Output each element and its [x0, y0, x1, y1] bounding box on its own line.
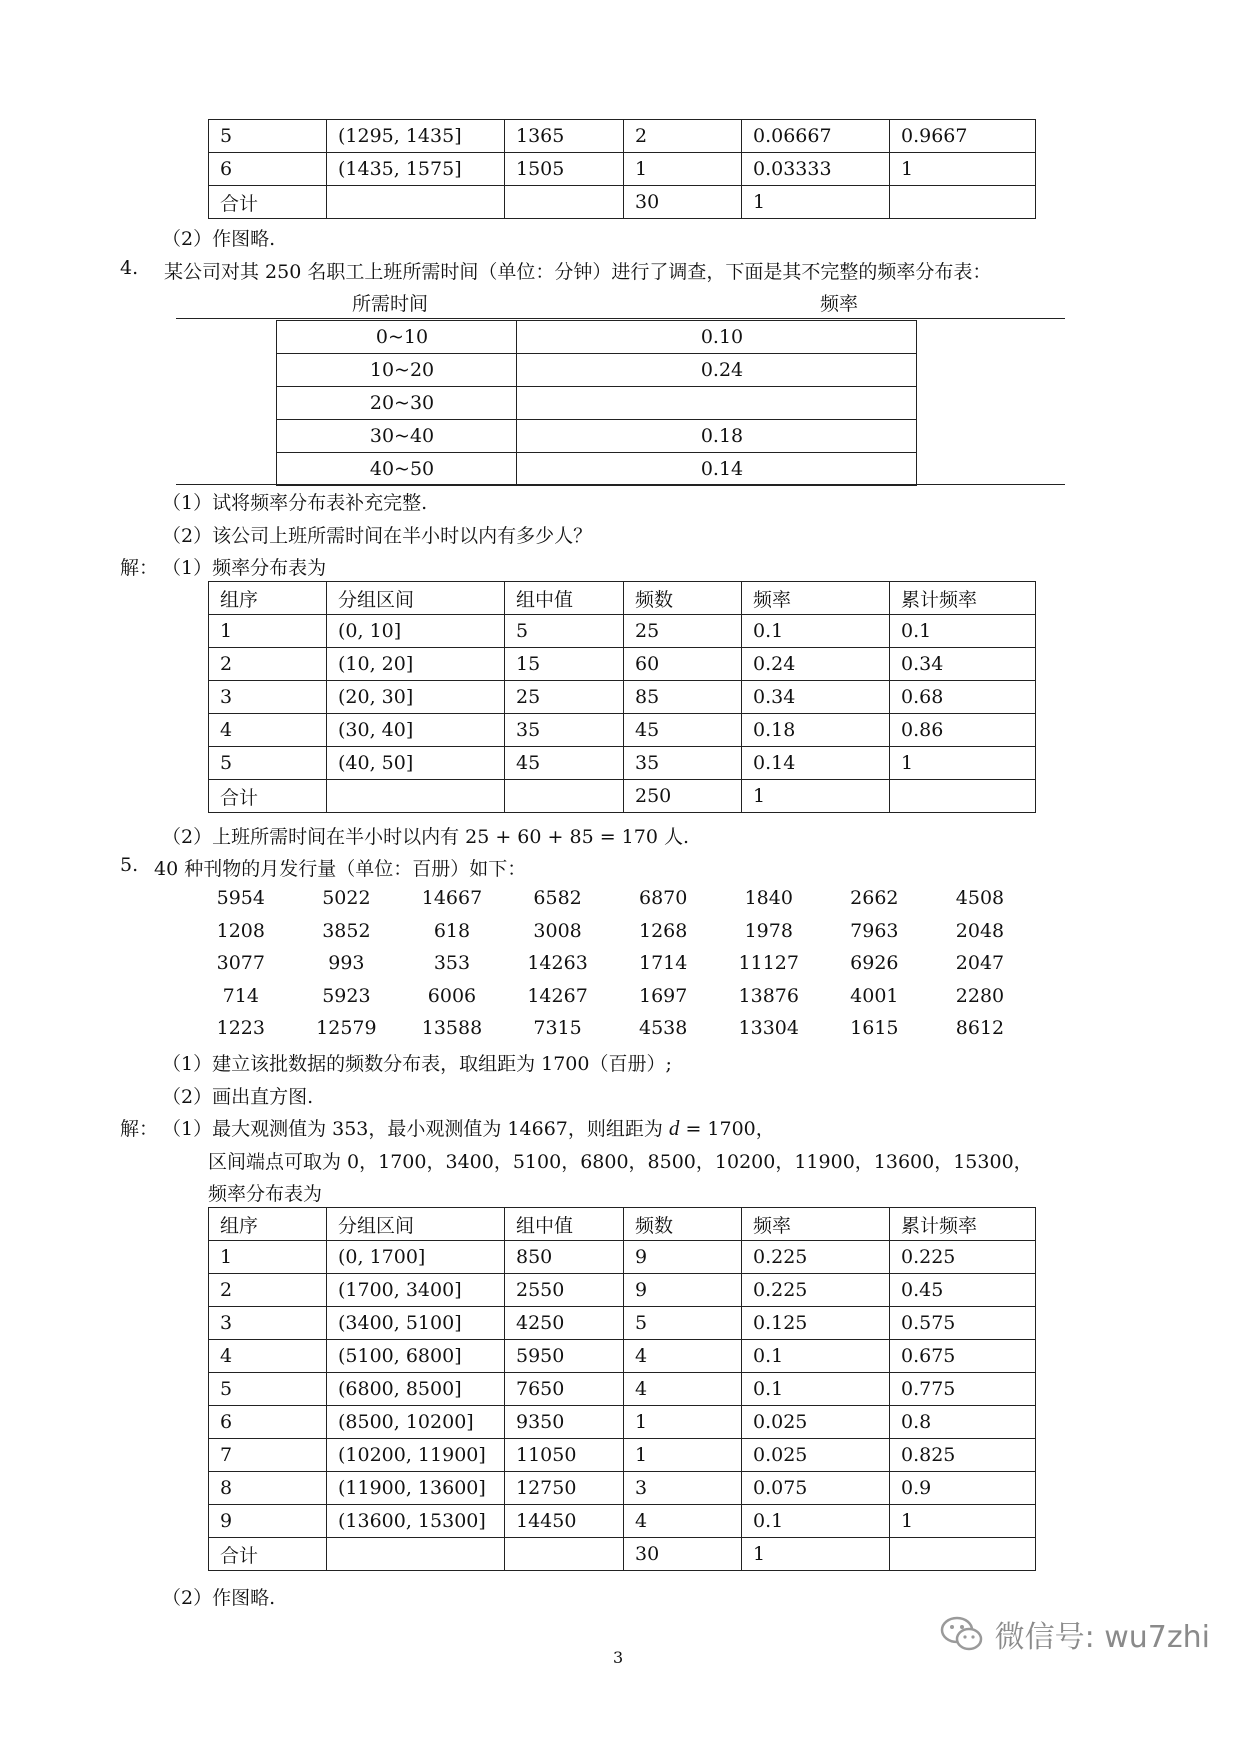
table-cell: 2 — [209, 1274, 327, 1307]
data-value: 1208 — [216, 919, 265, 942]
data-value: 3008 — [533, 919, 582, 942]
table-cell: 0.03333 — [742, 153, 890, 186]
table-cell: 合计 — [209, 1538, 327, 1571]
table-cell: 1 — [209, 1241, 327, 1274]
table-cell: 7650 — [505, 1373, 624, 1406]
table-cell: 11050 — [505, 1439, 624, 1472]
data-value: 13304 — [738, 1017, 799, 1040]
table-row — [209, 1472, 1036, 1505]
table-cell: 0.45 — [890, 1274, 1036, 1307]
data-row — [188, 1012, 1033, 1045]
watermark — [939, 1612, 1210, 1656]
q4-incomplete-table — [276, 320, 917, 486]
table-cell: 1 — [890, 747, 1036, 780]
table-cell: 12750 — [505, 1472, 624, 1505]
q4-solution-body — [209, 615, 1036, 813]
table-cell: 14450 — [505, 1505, 624, 1538]
header-cell: 累计频率 — [890, 582, 1036, 615]
table-cell: 1 — [209, 615, 327, 648]
table-cell: 1505 — [505, 153, 624, 186]
table-cell — [890, 186, 1036, 219]
table-cell: (0, 10] — [327, 615, 505, 648]
table-cell: 0.225 — [742, 1274, 890, 1307]
q5-number: 5. — [120, 854, 139, 876]
table-cell: 0.86 — [890, 714, 1036, 747]
table-row — [209, 780, 1036, 813]
table-cell: (5100, 6800] — [327, 1340, 505, 1373]
table-row — [209, 681, 1036, 714]
note-draw-omitted-1: （2）作图略. — [162, 228, 276, 250]
table-cell: 合计 — [209, 186, 327, 219]
table-cell: 0.025 — [742, 1406, 890, 1439]
table-cell: 35 — [624, 747, 742, 780]
data-value: 2047 — [955, 952, 1005, 975]
data-value: 1840 — [744, 887, 793, 910]
data-value: 714 — [222, 984, 259, 1007]
table-row — [209, 1373, 1036, 1406]
data-value: 5923 — [322, 984, 371, 1007]
data-value: 14263 — [527, 952, 588, 975]
data-value: 6006 — [427, 984, 477, 1007]
table-cell: 0.68 — [890, 681, 1036, 714]
table-cell: 0.1 — [742, 1373, 890, 1406]
top-table — [208, 119, 1036, 219]
q4-solution-2: （2）上班所需时间在半小时以内有 25 + 60 + 85 = 170 人. — [162, 826, 690, 848]
table-cell: 9 — [624, 1274, 742, 1307]
data-value: 14667 — [421, 887, 483, 910]
table-cell: 4 — [624, 1373, 742, 1406]
table-cell: 0.075 — [742, 1472, 890, 1505]
q4-solution-table — [208, 581, 1036, 813]
q4-header-freq: 频率 — [820, 293, 859, 315]
table-cell: 1 — [742, 1538, 890, 1571]
table-cell: 0.34 — [890, 648, 1036, 681]
q4-incomplete-body — [277, 321, 917, 486]
table-cell — [890, 780, 1036, 813]
table-cell — [505, 1538, 624, 1571]
table-row — [209, 1241, 1036, 1274]
data-value: 12579 — [316, 1017, 377, 1040]
q5-solution-header — [209, 1208, 1036, 1241]
data-row — [188, 915, 1033, 948]
table-cell: 0.14 — [742, 747, 890, 780]
table-header-row — [209, 1208, 1036, 1241]
table-cell: 6 — [209, 153, 327, 186]
table-cell — [327, 186, 505, 219]
table-cell — [505, 780, 624, 813]
table-cell: (40, 50] — [327, 747, 505, 780]
table-cell: (10, 20] — [327, 648, 505, 681]
table-cell: 30~40 — [277, 420, 517, 453]
table-cell: 2 — [624, 120, 742, 153]
data-value: 1615 — [850, 1017, 899, 1040]
table-row — [209, 1307, 1036, 1340]
q4-header-time: 所需时间 — [352, 293, 429, 315]
table-cell: 5 — [209, 1373, 327, 1406]
table-cell: (8500, 10200] — [327, 1406, 505, 1439]
table-row — [277, 420, 917, 453]
table-cell: 0.14 — [517, 453, 917, 486]
header-cell: 累计频率 — [890, 1208, 1036, 1241]
q5-solution-label: 解： — [120, 1118, 159, 1140]
table-cell: 4 — [209, 1340, 327, 1373]
header-cell: 组中值 — [505, 1208, 624, 1241]
table-cell: 250 — [624, 780, 742, 813]
header-cell: 频数 — [624, 582, 742, 615]
table-cell: 0.125 — [742, 1307, 890, 1340]
data-value: 8612 — [955, 1017, 1005, 1040]
q5-sub1: （1）建立该批数据的频数分布表，取组距为 1700（百册）; — [162, 1053, 672, 1075]
data-value: 6926 — [850, 952, 899, 975]
data-value: 5954 — [216, 887, 265, 910]
table-row — [209, 1340, 1036, 1373]
table-cell: (13600, 15300] — [327, 1505, 505, 1538]
q5-text: 40 种刊物的月发行量（单位：百册）如下： — [154, 858, 527, 880]
table-cell: 0.9 — [890, 1472, 1036, 1505]
q4-top-rule — [176, 318, 1065, 319]
table-row — [209, 186, 1036, 219]
table-cell: 1 — [742, 186, 890, 219]
table-cell: 2 — [209, 648, 327, 681]
table-cell: 60 — [624, 648, 742, 681]
table-cell: 45 — [624, 714, 742, 747]
table-cell: 20~30 — [277, 387, 517, 420]
table-cell: (20, 30] — [327, 681, 505, 714]
table-cell: 40~50 — [277, 453, 517, 486]
table-row — [277, 354, 917, 387]
table-cell: 5 — [209, 747, 327, 780]
table-cell: 1365 — [505, 120, 624, 153]
q4-number: 4. — [120, 257, 139, 279]
table-cell: 0.225 — [890, 1241, 1036, 1274]
data-value: 2662 — [850, 887, 899, 910]
data-value: 4538 — [638, 1017, 688, 1040]
table-row — [209, 1439, 1036, 1472]
table-cell: (30, 40] — [327, 714, 505, 747]
table-cell: 5 — [624, 1307, 742, 1340]
data-row — [188, 980, 1033, 1013]
table-row — [209, 1538, 1036, 1571]
data-value: 5022 — [322, 887, 371, 910]
table-cell: (10200, 11900] — [327, 1439, 505, 1472]
table-cell: 1 — [742, 780, 890, 813]
table-cell: 30 — [624, 186, 742, 219]
table-cell: 1 — [624, 1406, 742, 1439]
table-cell: (0, 1700] — [327, 1241, 505, 1274]
table-cell: 6 — [209, 1406, 327, 1439]
table-row — [209, 153, 1036, 186]
table-cell: 8 — [209, 1472, 327, 1505]
table-cell: 0.1 — [742, 615, 890, 648]
table-cell: 4 — [209, 714, 327, 747]
data-value: 1223 — [216, 1017, 265, 1040]
data-row — [188, 882, 1033, 915]
header-cell: 组序 — [209, 1208, 327, 1241]
q4-solution-header — [209, 582, 1036, 615]
table-cell: 0.225 — [742, 1241, 890, 1274]
table-cell: 3 — [624, 1472, 742, 1505]
table-cell: 1 — [890, 153, 1036, 186]
q4-solution-label: 解： — [120, 557, 159, 579]
table-cell: 1 — [624, 1439, 742, 1472]
table-cell: 1 — [624, 153, 742, 186]
q5-solution-var: d — [668, 1116, 680, 1140]
table-cell: 3 — [209, 1307, 327, 1340]
data-value: 2280 — [955, 984, 1005, 1007]
table-cell: 9350 — [505, 1406, 624, 1439]
table-cell: 25 — [624, 615, 742, 648]
table-cell: 0.575 — [890, 1307, 1036, 1340]
table-cell: 3 — [209, 681, 327, 714]
data-value: 11127 — [738, 952, 799, 975]
table-cell: 85 — [624, 681, 742, 714]
table-cell: 4 — [624, 1505, 742, 1538]
table-cell: 0.1 — [742, 1340, 890, 1373]
data-value: 993 — [328, 952, 365, 975]
table-cell: 0.18 — [517, 420, 917, 453]
table-cell: 0.24 — [742, 648, 890, 681]
data-value: 1978 — [744, 919, 793, 942]
q5-solution-2: （2）作图略. — [162, 1587, 276, 1609]
table-cell: (1295, 1435] — [327, 120, 505, 153]
table-cell: 4250 — [505, 1307, 624, 1340]
data-value: 7963 — [850, 919, 899, 942]
table-cell — [505, 186, 624, 219]
table-cell: 0.825 — [890, 1439, 1036, 1472]
table-row — [209, 1274, 1036, 1307]
table-row — [277, 321, 917, 354]
table-cell: 0.24 — [517, 354, 917, 387]
table-cell: 30 — [624, 1538, 742, 1571]
q5-data-grid — [188, 882, 1033, 1045]
data-value: 1697 — [638, 984, 688, 1007]
top-table-body — [209, 120, 1036, 219]
q5-solution-table — [208, 1207, 1036, 1571]
q5-sub2: （2）画出直方图. — [162, 1086, 314, 1108]
data-value: 13876 — [738, 984, 799, 1007]
table-cell: (11900, 13600] — [327, 1472, 505, 1505]
table-cell: 0~10 — [277, 321, 517, 354]
data-value: 1268 — [638, 919, 688, 942]
header-cell: 分组区间 — [327, 1208, 505, 1241]
header-cell: 分组区间 — [327, 582, 505, 615]
table-row — [209, 120, 1036, 153]
q5-solution-body — [209, 1241, 1036, 1571]
q5-solution-line1-b: = 1700， — [679, 1118, 775, 1140]
table-cell: 0.775 — [890, 1373, 1036, 1406]
table-cell — [327, 780, 505, 813]
table-row — [209, 1505, 1036, 1538]
table-cell: 0.025 — [742, 1439, 890, 1472]
data-value: 6870 — [638, 887, 688, 910]
table-cell: 合计 — [209, 780, 327, 813]
table-cell: 9 — [624, 1241, 742, 1274]
table-cell: 7 — [209, 1439, 327, 1472]
data-value: 2048 — [955, 919, 1005, 942]
data-value: 14267 — [527, 984, 588, 1007]
q5-solution-line2: 区间端点可取为 0，1700，3400，5100，6800，8500，10200，11900，13600，15300， — [208, 1151, 1033, 1173]
table-cell: 0.10 — [517, 321, 917, 354]
table-cell: 15 — [505, 648, 624, 681]
page-number: 3 — [613, 1648, 624, 1667]
table-cell: 850 — [505, 1241, 624, 1274]
data-row — [188, 947, 1033, 980]
wechat-icon — [939, 1615, 985, 1653]
table-cell — [517, 387, 917, 420]
data-value: 3852 — [322, 919, 371, 942]
table-row — [209, 615, 1036, 648]
data-value: 1714 — [638, 952, 688, 975]
table-row — [277, 387, 917, 420]
table-cell: 4 — [624, 1340, 742, 1373]
data-value: 4001 — [850, 984, 899, 1007]
table-cell: 2550 — [505, 1274, 624, 1307]
header-cell: 频数 — [624, 1208, 742, 1241]
table-cell: 10~20 — [277, 354, 517, 387]
table-cell: 9 — [209, 1505, 327, 1538]
q4-text: 某公司对其 250 名职工上班所需时间（单位：分钟）进行了调查，下面是其不完整的频率分布表： — [164, 261, 992, 283]
table-cell: (3400, 5100] — [327, 1307, 505, 1340]
table-cell: 0.18 — [742, 714, 890, 747]
table-row — [209, 747, 1036, 780]
table-row — [209, 714, 1036, 747]
q5-solution-line3: 频率分布表为 — [208, 1183, 323, 1205]
table-cell: 0.8 — [890, 1406, 1036, 1439]
data-value: 7315 — [533, 1017, 582, 1040]
header-cell: 组中值 — [505, 582, 624, 615]
q4-bottom-rule — [176, 484, 1065, 485]
q4-sub1: （1）试将频率分布表补充完整. — [162, 492, 428, 514]
table-cell: (6800, 8500] — [327, 1373, 505, 1406]
table-header-row — [209, 582, 1036, 615]
table-cell: 0.34 — [742, 681, 890, 714]
q4-solution-intro: （1）频率分布表为 — [162, 557, 327, 579]
header-cell: 频率 — [742, 582, 890, 615]
table-row — [277, 453, 917, 486]
table-row — [209, 648, 1036, 681]
table-cell: 5 — [505, 615, 624, 648]
table-cell: 0.06667 — [742, 120, 890, 153]
table-cell: 0.1 — [890, 615, 1036, 648]
data-value: 618 — [433, 919, 471, 942]
table-cell: 35 — [505, 714, 624, 747]
table-cell — [327, 1538, 505, 1571]
table-cell: 0.675 — [890, 1340, 1036, 1373]
data-value: 4508 — [955, 887, 1005, 910]
table-cell: (1700, 3400] — [327, 1274, 505, 1307]
table-cell: 0.9667 — [890, 120, 1036, 153]
table-cell — [890, 1538, 1036, 1571]
q4-sub2: （2）该公司上班所需时间在半小时以内有多少人？ — [162, 525, 593, 547]
table-row — [209, 1406, 1036, 1439]
q5-solution-line1 — [162, 1114, 775, 1141]
table-cell: 0.1 — [742, 1505, 890, 1538]
data-value: 13588 — [421, 1017, 483, 1040]
header-cell: 频率 — [742, 1208, 890, 1241]
header-cell: 组序 — [209, 582, 327, 615]
table-cell: 5950 — [505, 1340, 624, 1373]
table-cell: 1 — [890, 1505, 1036, 1538]
table-cell: 45 — [505, 747, 624, 780]
table-cell: 5 — [209, 120, 327, 153]
table-cell: 25 — [505, 681, 624, 714]
watermark-text: 微信号: wu7zhi — [994, 1620, 1210, 1655]
data-value: 6582 — [533, 887, 582, 910]
table-cell: (1435, 1575] — [327, 153, 505, 186]
q5-solution-line1-a: （1）最大观测值为 353，最小观测值为 14667，则组距为 — [162, 1118, 669, 1140]
data-value: 353 — [433, 952, 471, 975]
data-value: 3077 — [216, 952, 265, 975]
